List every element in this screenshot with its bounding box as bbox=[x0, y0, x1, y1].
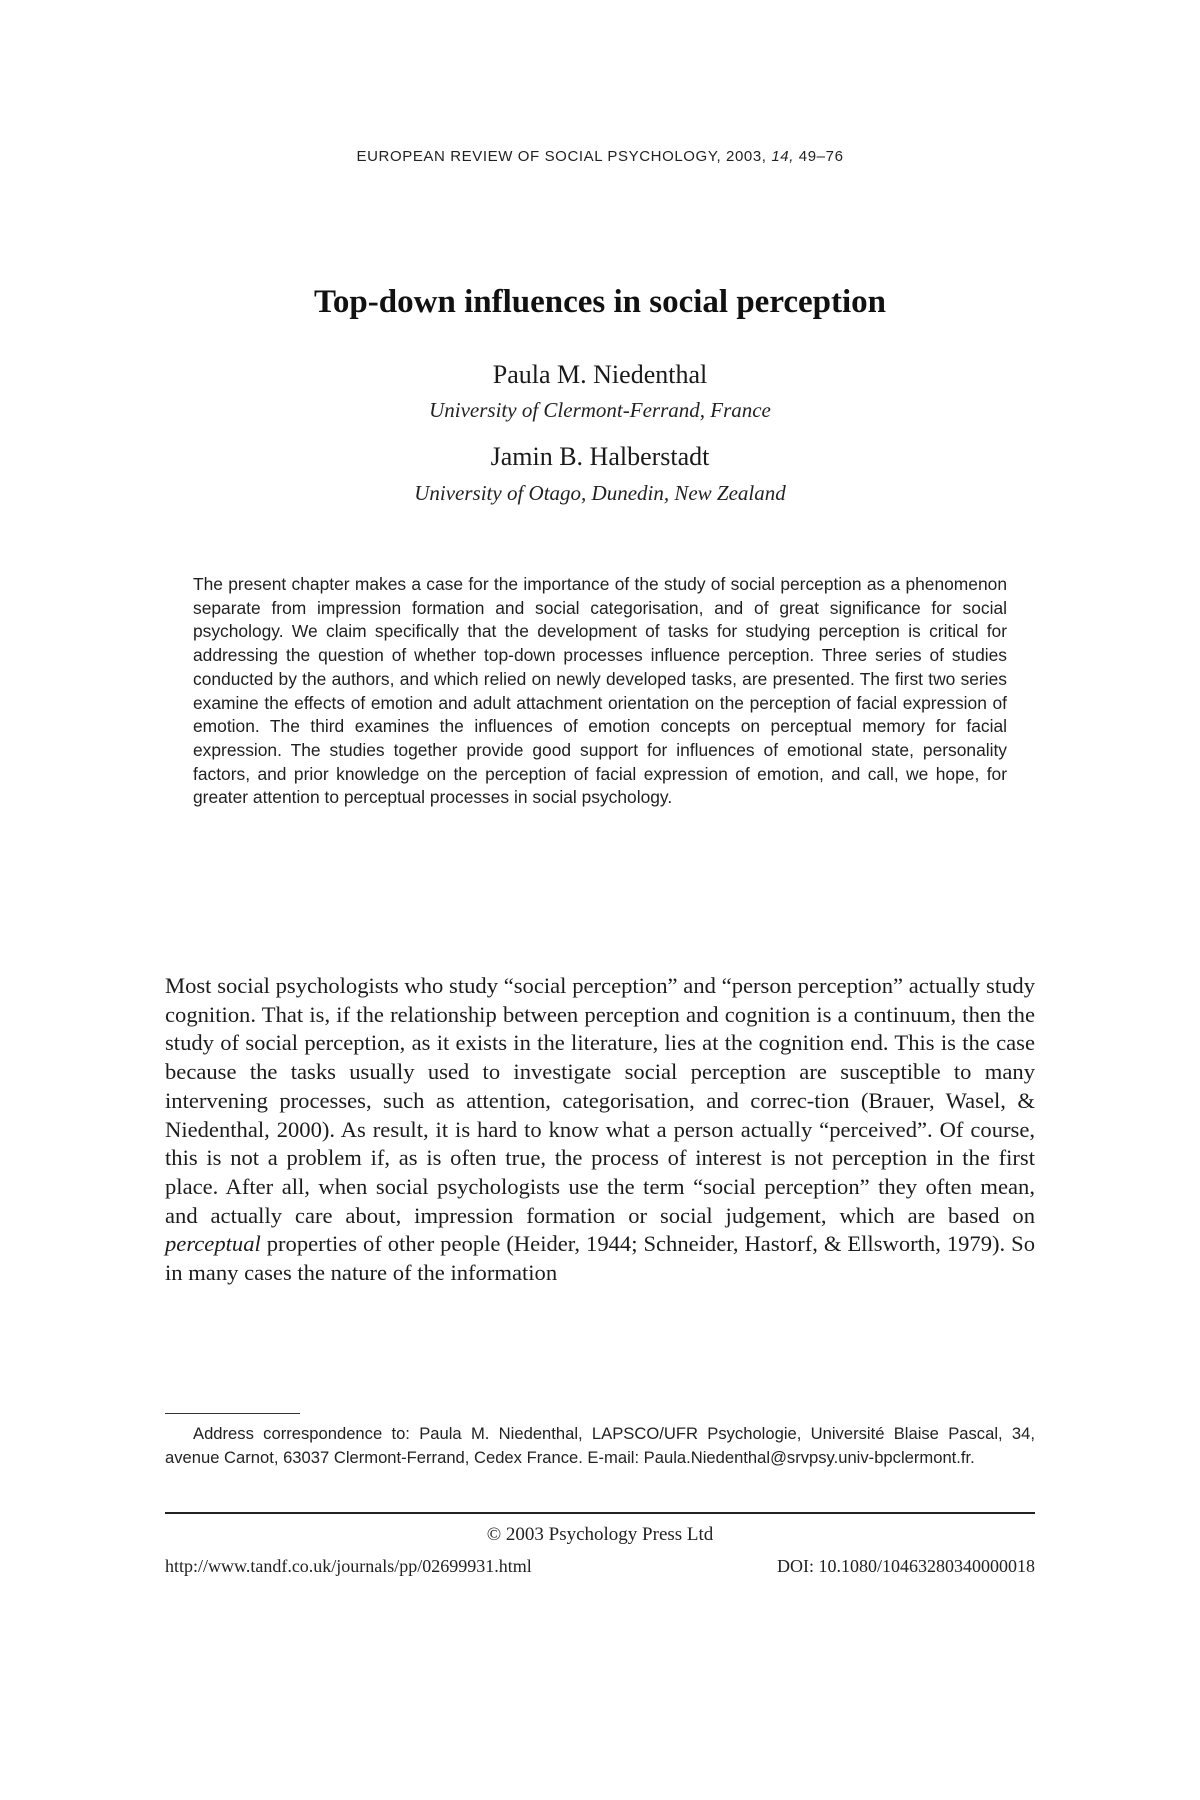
body-emphasis: perceptual bbox=[165, 1231, 261, 1257]
footer-divider bbox=[165, 1512, 1035, 1514]
correspondence-footnote bbox=[165, 1422, 1035, 1470]
journal-header bbox=[0, 148, 1200, 165]
journal-volume: 14, bbox=[771, 148, 795, 165]
body-text-part: properties of other people (Heider, 1944; Schneider, Hastorf, & Ellsworth, 1979). So in many cases the nature of the information bbox=[165, 1231, 1035, 1286]
footnote-text: Address correspondence to: Paula M. Niedenthal, LAPSCO/UFR Psychologie, Université Blaise Pascal, 34, avenue Carnot, 63037 Clermont-Ferrand, Cedex France. E-mail: Paula.Niedenthal@srvpsy.univ-bpclermont.fr. bbox=[165, 1424, 1035, 1467]
abstract: The present chapter makes a case for the importance of the study of social perception as a phenomenon separate from impression formation and social categorisation, and of great significance for social psychology. We claim specifically that the development of tasks for studying perception is critical for addressing the question of whether top-down processes influence perception. Three series of studies conducted by the authors, and which relied on newly developed tasks, are presented. The first two series examine the effects of emotion and adult attachment orientation on the perception of facial expression of emotion. The third examines the influences of emotion concepts on perceptual memory for facial expression. The studies together provide good support for influences of emotional state, personality factors, and prior knowledge on the perception of facial expression of emotion, and call, we hope, for greater attention to perceptual processes in social psychology. bbox=[193, 574, 1007, 808]
author-name: Paula M. Niedenthal bbox=[492, 360, 708, 389]
body-paragraph bbox=[165, 972, 1035, 1288]
journal-pages: 49–76 bbox=[798, 148, 844, 165]
author-affiliation: University of Clermont-Ferrand, France bbox=[429, 398, 771, 422]
author-name: Jamin B. Halberstadt bbox=[490, 442, 710, 471]
journal-url: http://www.tandf.co.uk/journals/pp/02699931.html bbox=[165, 1556, 532, 1576]
author-affiliation: University of Otago, Dunedin, New Zealand bbox=[414, 481, 786, 505]
article-title: Top-down influences in social perception bbox=[313, 284, 887, 320]
body-text-part: Most social psychologists who study “social perception” and “person perception” actually study cognition. That is, if the relationship between perception and cognition is a continuum, then the study of social perception, as it exists in the literature, lies at the cognition end. This is the case because the tasks usually used to investigate social perception are susceptible to many intervening processes, such as attention, categorisation, and correc-tion (Brauer, Wasel, & Niedenthal, 2000). As result, it is hard to know what a person actually “perceived”. Of course, this is not a problem if, as is often true, the process of interest is not perception in the first place. After all, when social psychologists use the term “social perception” they often mean, and actually care about, impression formation or social judgement, which are based on bbox=[165, 973, 1035, 1228]
footnote-divider bbox=[165, 1413, 300, 1414]
copyright-notice: © 2003 Psychology Press Ltd bbox=[486, 1524, 714, 1545]
doi: DOI: 10.1080/10463280340000018 bbox=[777, 1556, 1035, 1576]
journal-name: EUROPEAN REVIEW OF SOCIAL PSYCHOLOGY, 2003, bbox=[356, 148, 767, 165]
